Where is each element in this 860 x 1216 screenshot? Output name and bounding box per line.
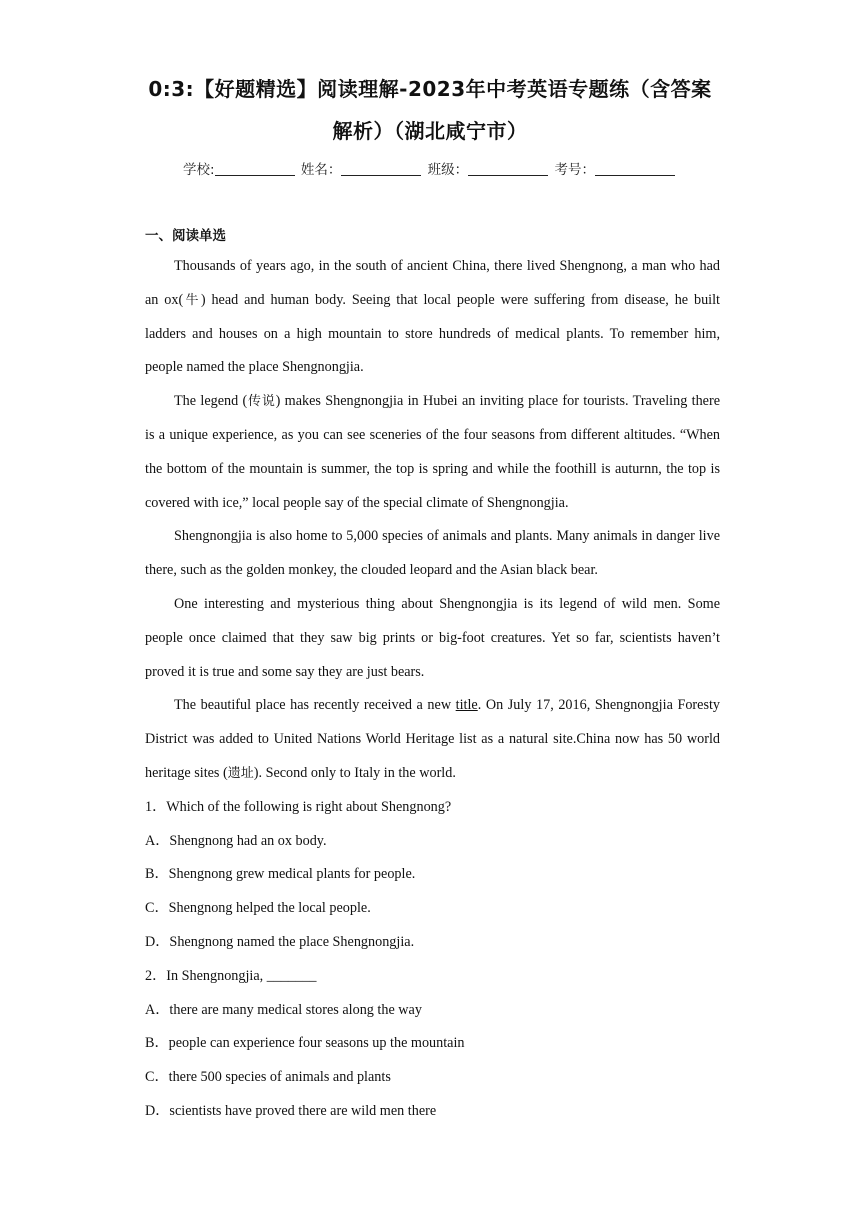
paragraph-text: The beautiful place has recently received a new — [174, 697, 456, 714]
class-label: 班级： — [427, 162, 469, 178]
title-line-2: 解析）（湖北咸宁市） — [332, 119, 528, 143]
passage-paragraph-5 — [145, 689, 720, 790]
question-1-option-d[interactable]: D．Shengnong named the place Shengnongjia. — [145, 933, 415, 950]
paragraph-text: ) head and human body. Seeing that local people were suffering from disease, he built ladders and houses on a high mountain to store hundreds of medical plants. To remember him, people named the place Shengnongjia. — [145, 291, 720, 376]
exam-number-label: 考号： — [554, 162, 595, 178]
question-1-option-c[interactable]: C．Shengnong helped the local people. — [145, 900, 371, 917]
school-blank[interactable] — [215, 161, 295, 176]
question-1-stem: 1．Which of the following is right about Shengnong? — [145, 798, 452, 815]
underlined-word: title — [455, 697, 478, 714]
paragraph-text: . On July 17, 2016, Shengnongjia Foresty District was added to United Nations World Heritage list as a natural site.China now has 50 world heritage sites ( — [145, 697, 721, 781]
paragraph-text: The legend ( — [174, 393, 248, 410]
question-2-option-b[interactable]: B．people can experience four seasons up the mountain — [145, 1035, 465, 1052]
passage-paragraph-4: One interesting and mysterious thing about Shengnongjia is its legend of wild men. Some people once claimed that they saw big prints or big-foot creatures. Yet so far, scientists haven’t proved it is true and some say they are just bears. — [145, 595, 720, 680]
exam-number-blank[interactable] — [595, 161, 675, 176]
title-line-1: 0:3:【好题精选】阅读理解-2023年中考英语专题练（含答案 — [148, 77, 712, 101]
chinese-gloss: 传说 — [247, 394, 276, 410]
question-1-option-b[interactable]: B．Shengnong grew medical plants for people. — [145, 866, 416, 883]
school-label: 学校: — [183, 162, 215, 178]
question-1-option-a[interactable]: A．Shengnong had an ox body. — [145, 832, 327, 849]
question-2-option-c[interactable]: C．there 500 species of animals and plants — [145, 1069, 391, 1086]
chinese-gloss: 牛 — [183, 292, 201, 308]
section-heading: 一、阅读单选 — [145, 228, 226, 244]
passage-paragraph-1 — [145, 250, 720, 385]
name-blank[interactable] — [341, 161, 421, 176]
question-2-option-d[interactable]: D．scientists have proved there are wild men there — [145, 1102, 437, 1119]
chinese-gloss: 遗址 — [227, 765, 254, 781]
passage-paragraph-2 — [145, 385, 720, 520]
passage-paragraph-3: Shengnongjia is also home to 5,000 species of animals and plants. Many animals in danger live there, such as the golden monkey, the clouded leopard and the Asian black bear. — [145, 528, 720, 579]
student-info-row — [0, 158, 860, 178]
paragraph-text: Thousands of years ago, in the south of ancient China, there lived Shengnong, a man who had an ox( — [145, 258, 720, 308]
reading-section — [145, 222, 720, 1129]
name-label: 姓名： — [300, 162, 342, 178]
document-title — [120, 68, 740, 152]
question-2-option-a[interactable]: A．there are many medical stores along the way — [145, 1001, 422, 1018]
class-blank[interactable] — [468, 161, 548, 176]
paragraph-text: ). Second only to Italy in the world. — [253, 764, 456, 781]
paragraph-text: ) makes Shengnongjia in Hubei an inviting place for tourists. Traveling there is a unique experience, as you can see sceneries of the four seasons from different altitudes. “When the bottom of the mountain is summer, the top is spring and while the foothill is auturnn, the top is covered with ice,” local people say of the special climate of Shengnongjia. — [145, 393, 720, 511]
question-2-stem: 2．In Shengnongjia, _______ — [145, 967, 317, 984]
